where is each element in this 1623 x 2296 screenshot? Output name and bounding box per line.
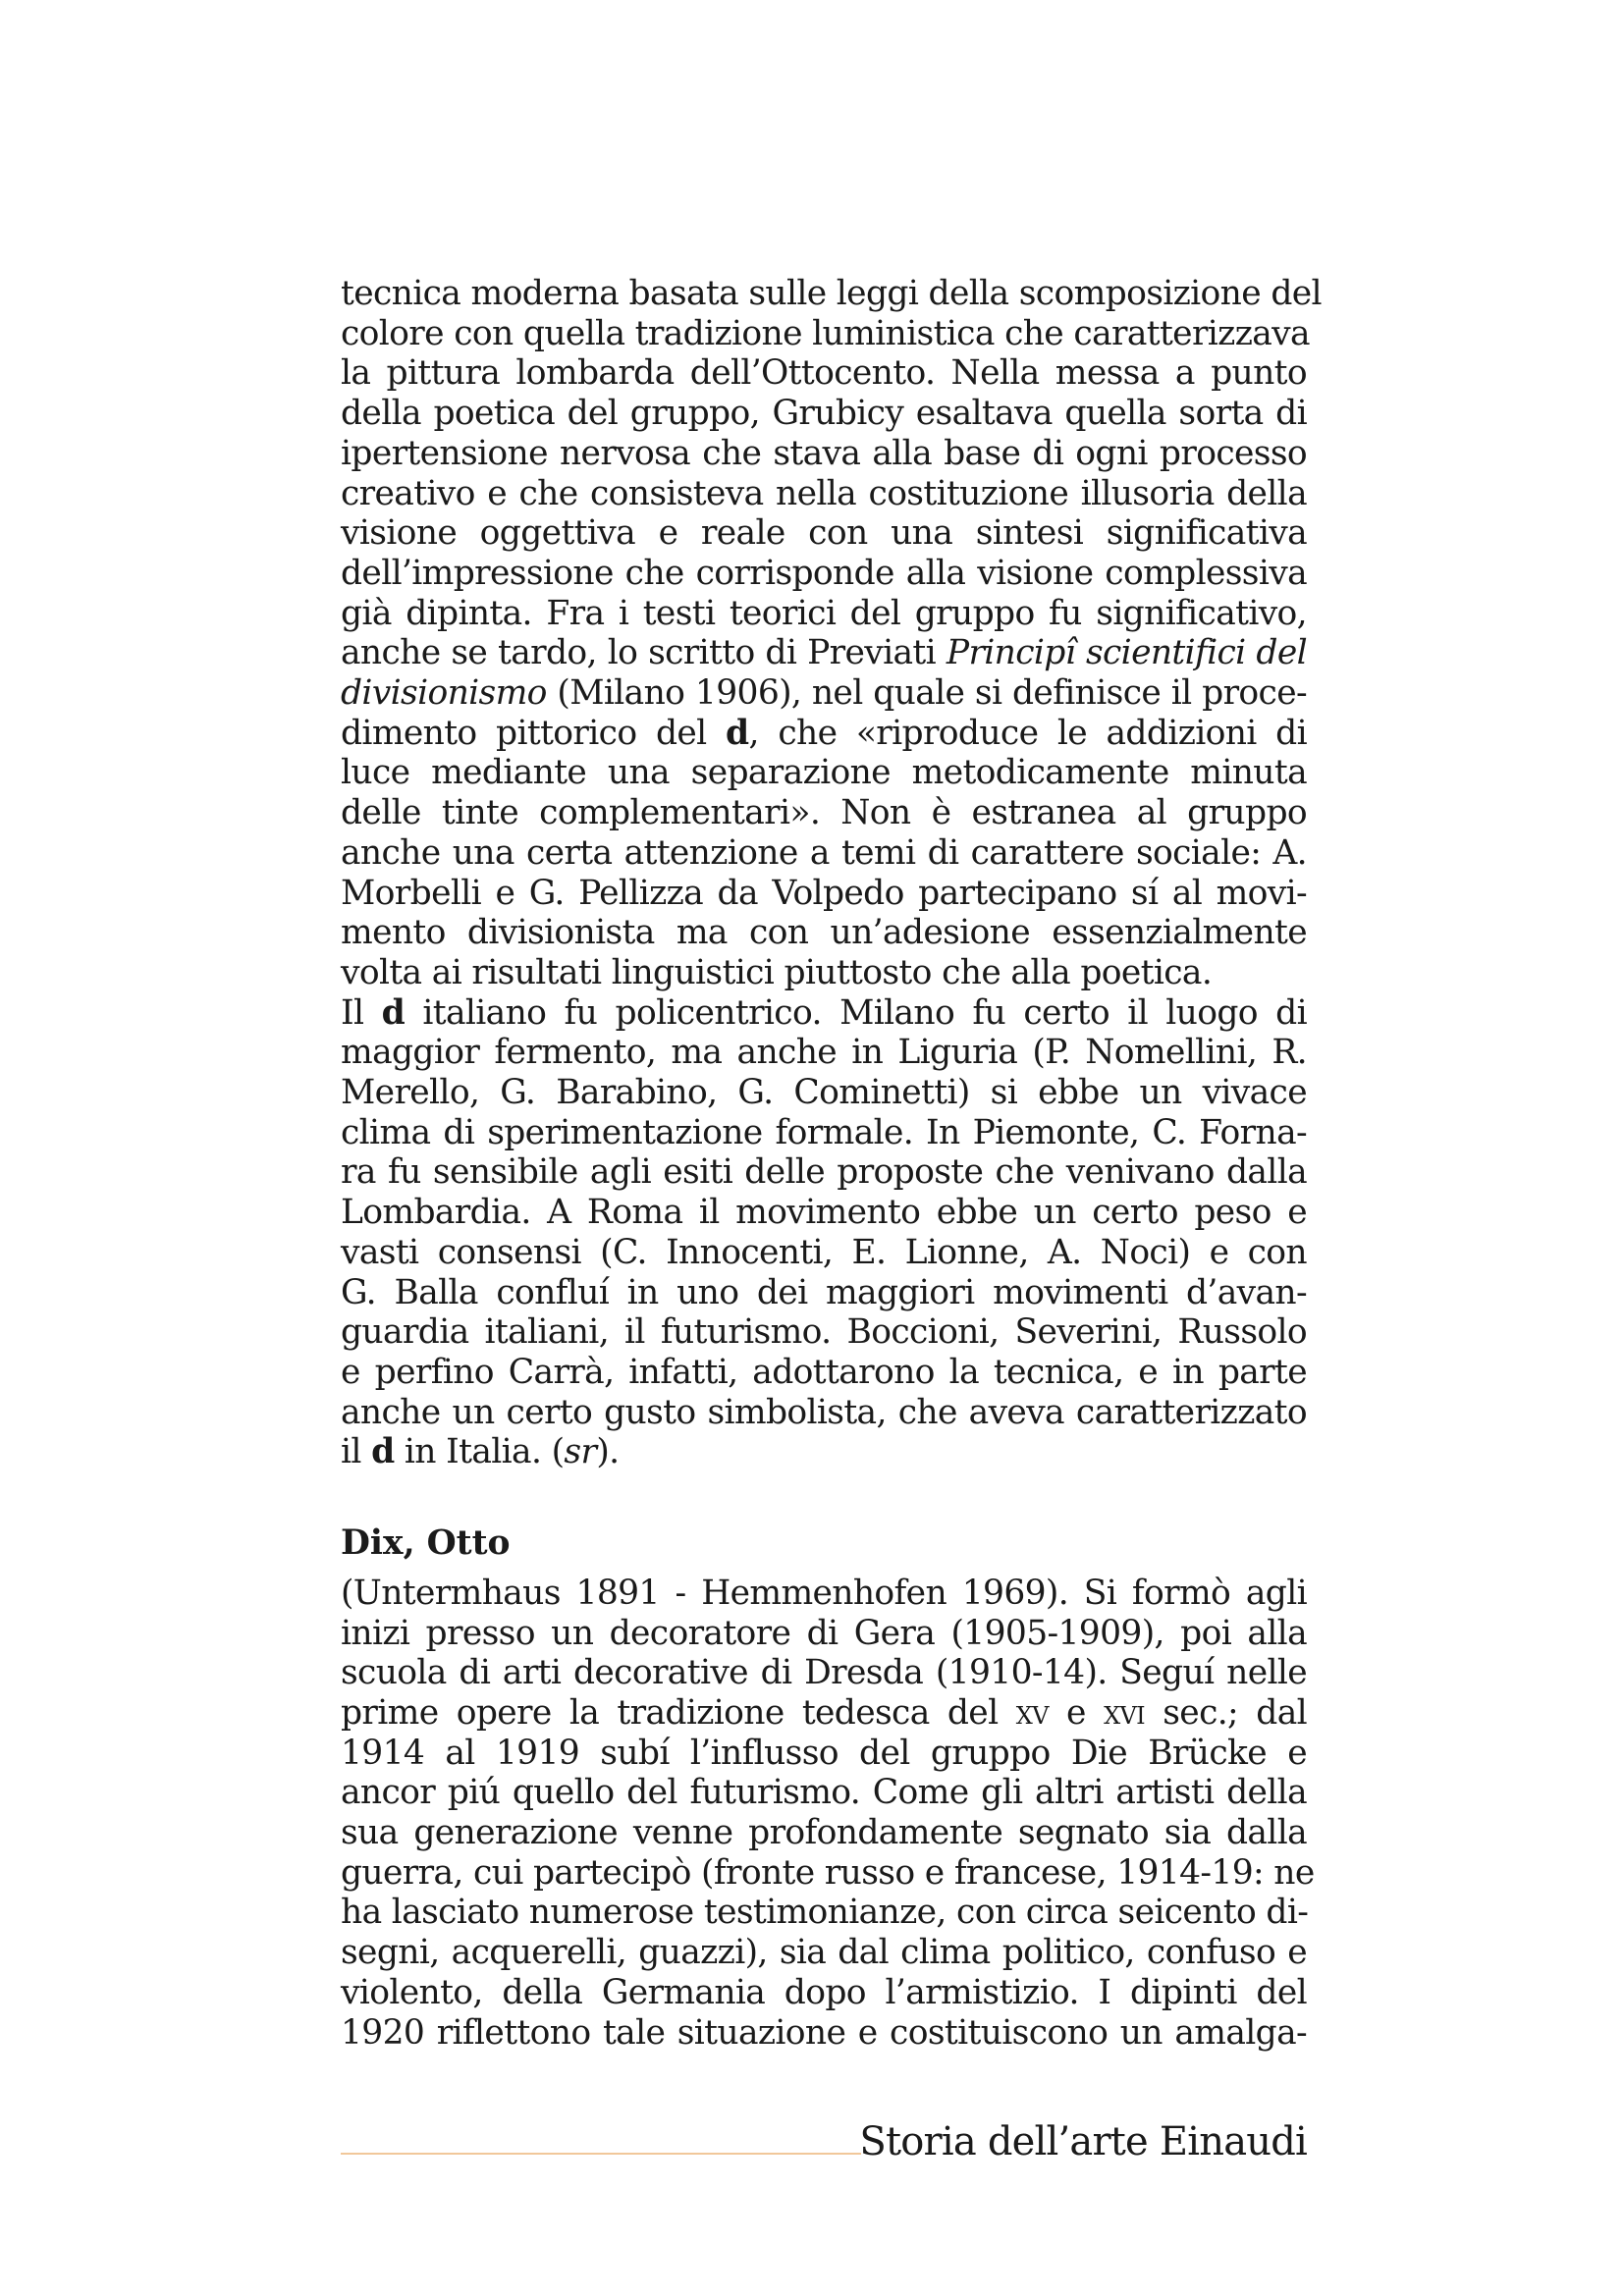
text-line: violento, della Germania dopo l’armistizio. I dipinti del [341,1972,1307,2012]
text-run: in Italia. ( [394,1432,565,1472]
text-run: italiano fu policentrico. Milano fu certo il luogo di [405,992,1307,1033]
text-line: visione oggettiva e reale con una sintesi significativa [341,513,1307,554]
paragraph-divisionismo-1 [341,274,1322,993]
text-line: creativo e che consisteva nella costituzione illusoria della [341,473,1307,513]
text-line: e perfino Carrà, infatti, adottarono la tecnica, e in parte [341,1352,1307,1392]
text-line: 1920 riflettono tale situazione e costituiscono un amalga- [341,2012,1307,2053]
text-line: clima di sperimentazione formale. In Piemonte, C. Forna- [341,1112,1307,1152]
text-line: la pittura lombarda dell’Ottocento. Nella messa a punto [341,353,1307,394]
text-line: volta ai risultati linguistici piuttosto che alla poetica. [341,952,1213,992]
text-run: Il [341,992,382,1033]
book-title-italic: Principî scientifici del [946,633,1308,673]
text-line: guerra, cui partecipò (fronte russo e francese, 1914-19: ne [341,1852,1315,1893]
text-line: mento divisionista ma con un’adesione essenzialmente [341,913,1307,953]
text-line: Merello, G. Barabino, G. Cominetti) si ebbe un vivace [341,1073,1307,1113]
text-line: della poetica del gruppo, Grubicy esaltava quella sorta di [341,394,1307,434]
text-line: (Untermhaus 1891 - Hemmenhofen 1969). Si formò agli [341,1573,1307,1613]
publication-title: Storia dell’arte Einaudi [859,2119,1307,2164]
article-body [341,274,1322,2053]
text-line: scuola di arti decorative di Dresda (1910-14). Seguí nelle [341,1653,1307,1693]
text-run: e [1048,1692,1105,1733]
footer-divider [341,2153,861,2155]
text-line: luce mediante una separazione metodicamente minuta [341,753,1307,793]
century-numeral: xv [1015,1692,1049,1733]
text-run: il [341,1432,372,1472]
text-line [341,714,1307,754]
paragraph-divisionismo-2 [341,993,1307,1472]
text-line [341,673,1307,714]
page-footer [341,2114,1307,2169]
century-numeral: xvi [1104,1692,1146,1733]
text-line: G. Balla confluí in uno dei maggiori movimenti d’avan- [341,1272,1307,1312]
text-line: ancor piú quello del futurismo. Come gli altri artisti della [341,1773,1307,1813]
headword-abbrev: d [726,713,749,753]
text-run: anche se tardo, lo scritto di Previati [341,633,947,673]
text-line: inizi presso un decoratore di Gera (1905-1909), poi alla [341,1613,1307,1653]
text-line: Lombardia. A Roma il movimento ebbe un certo peso e [341,1193,1307,1233]
entry-heading: Dix, Otto [341,1523,511,1564]
text-run: , che «riproduce le addizioni di [748,713,1307,753]
text-line: delle tinte complementari». Non è estranea al gruppo [341,793,1307,833]
text-run: prime opere la tradizione tedesca del [341,1692,1016,1733]
text-line [341,993,1307,1034]
text-line: segni, acquerelli, guazzi), sia dal clima politico, confuso e [341,1933,1307,1973]
text-line: ha lasciato numerose testimonianze, con circa seicento di- [341,1893,1309,1933]
text-line: guardia italiani, il futurismo. Boccioni, Severini, Russolo [341,1312,1307,1353]
text-line: ipertensione nervosa che stava alla base di ogni processo [341,433,1307,473]
text-line: sua generazione venne profondamente segnato sia dalla [341,1813,1307,1853]
text-line: Morbelli e G. Pellizza da Volpedo partecipano sí al movi- [341,873,1307,913]
text-line: vasti consensi (C. Innocenti, E. Lionne, A. Noci) e con [341,1232,1307,1272]
headword-abbrev: d [381,992,406,1033]
headword-abbrev: d [371,1432,395,1472]
text-run: dimento pittorico del [341,713,727,753]
text-line: colore con quella tradizione luministica che caratterizzava [341,313,1310,353]
text-run: sec.; dal [1145,1692,1308,1733]
text-run: (Milano 1906), nel quale si definisce il proce- [546,673,1307,714]
text-line: anche un certo gusto simbolista, che aveva caratterizzato [341,1392,1307,1432]
author-initials: sr [564,1432,597,1472]
text-line: anche una certa attenzione a temi di carattere sociale: A. [341,832,1307,873]
text-run: ). [596,1432,620,1472]
text-line [341,1693,1307,1734]
text-line: già dipinta. Fra i testi teorici del gruppo fu significativo, [341,593,1307,633]
text-line: tecnica moderna basata sulle leggi della scomposizione del [341,274,1322,313]
text-line: 1914 al 1919 subí l’influsso del gruppo Die Brücke e [341,1733,1307,1773]
paragraph-dix-otto [341,1573,1315,2053]
text-line [341,1432,1307,1472]
text-line: dell’impressione che corrisponde alla visione complessiva [341,553,1307,593]
text-line [341,633,1307,673]
book-title-italic: divisionismo [341,673,547,714]
text-line: maggior fermento, ma anche in Liguria (P. Nomellini, R. [341,1033,1307,1073]
text-line: ra fu sensibile agli esiti delle proposte che venivano dalla [341,1152,1307,1193]
